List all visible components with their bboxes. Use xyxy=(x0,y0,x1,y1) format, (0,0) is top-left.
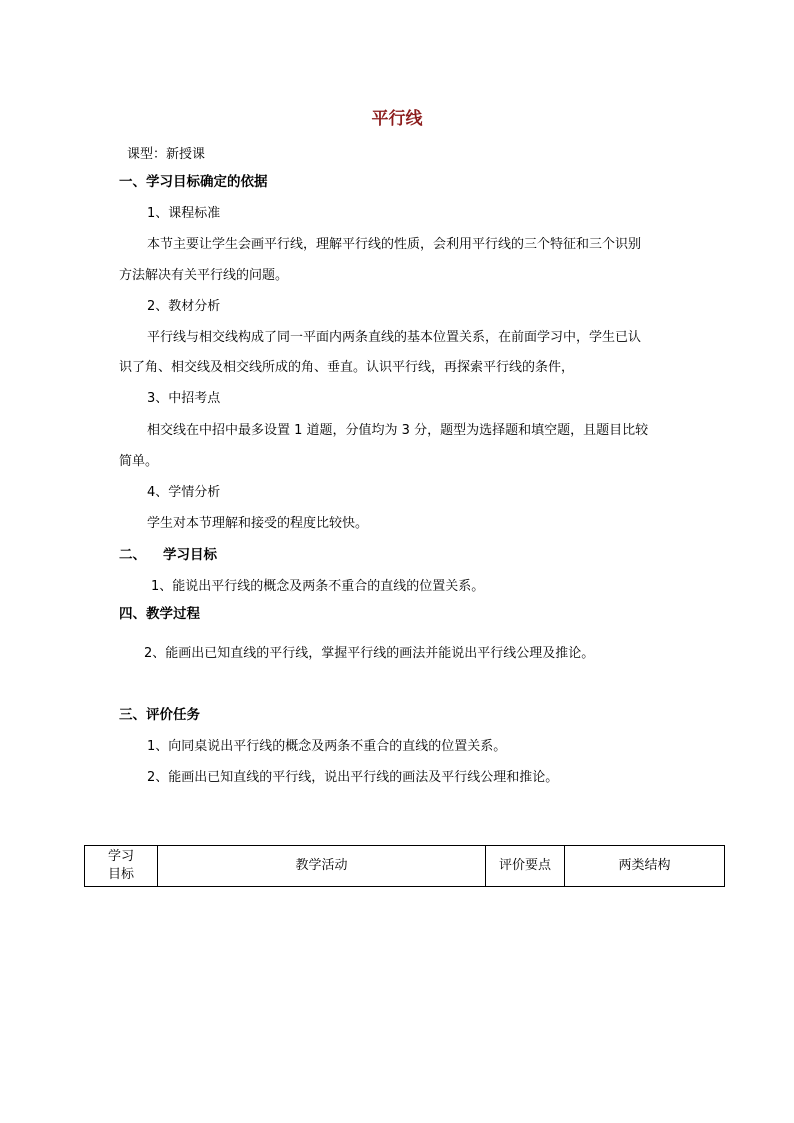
section3-heading: 三、评价任务 xyxy=(119,707,200,723)
section1-sub2-label: 2、教材分析 xyxy=(147,299,221,314)
table-header-learning-goal-line2: 目标 xyxy=(107,867,134,882)
table-header-learning-goal-line1: 学习 xyxy=(107,849,134,864)
section3-item1: 1、向同桌说出平行线的概念及两条不重合的直线的位置关系。 xyxy=(147,739,507,754)
evaluation-table xyxy=(84,845,725,887)
section1-sub4-text: 学生对本节理解和接受的程度比较快。 xyxy=(147,516,369,531)
section1-sub3-text-line1: 相交线在中招中最多设置 1 道题，分值均为 3 分，题型为选择题和填空题，且题目比较 xyxy=(147,423,649,438)
table-header-two-structures: 两类结构 xyxy=(565,846,725,887)
lesson-type: 课型：新授课 xyxy=(127,147,206,162)
section2-heading-number: 二、 xyxy=(119,547,146,563)
section4-heading: 四、教学过程 xyxy=(119,606,200,622)
section1-sub1-text-line2: 方法解决有关平行线的问题。 xyxy=(119,268,289,283)
section1-heading: 一、学习目标确定的依据 xyxy=(119,174,268,190)
table-header-teaching-activity: 教学活动 xyxy=(158,846,486,887)
section2-item1: 1、能说出平行线的概念及两条不重合的直线的位置关系。 xyxy=(151,579,485,594)
section1-sub4-label: 4、学情分析 xyxy=(147,485,221,500)
table-header-learning-goal xyxy=(85,846,158,887)
table-header-evaluation-points: 评价要点 xyxy=(486,846,565,887)
section1-sub1-text-line1: 本节主要让学生会画平行线，理解平行线的性质，会利用平行线的三个特征和三个识别 xyxy=(147,237,642,252)
section3-item2: 2、能画出已知直线的平行线，说出平行线的画法及平行线公理和推论。 xyxy=(147,770,559,785)
section2-heading: 学习目标 xyxy=(163,547,217,563)
section1-sub1-label: 1、课程标准 xyxy=(147,206,221,221)
table-header-row xyxy=(85,846,725,887)
section1-sub3-label: 3、中招考点 xyxy=(147,391,221,406)
section1-sub2-text-line1: 平行线与相交线构成了同一平面内两条直线的基本位置关系，在前面学习中，学生已认 xyxy=(147,330,642,345)
section1-sub3-text-line2: 简单。 xyxy=(119,454,159,469)
document-title: 平行线 xyxy=(371,109,423,129)
section4-item2: 2、能画出已知直线的平行线，掌握平行线的画法并能说出平行线公理及推论。 xyxy=(144,646,595,661)
section1-sub2-text-line2: 识了角、相交线及相交线所成的角、垂直。认识平行线，再探索平行线的条件， xyxy=(119,360,575,375)
